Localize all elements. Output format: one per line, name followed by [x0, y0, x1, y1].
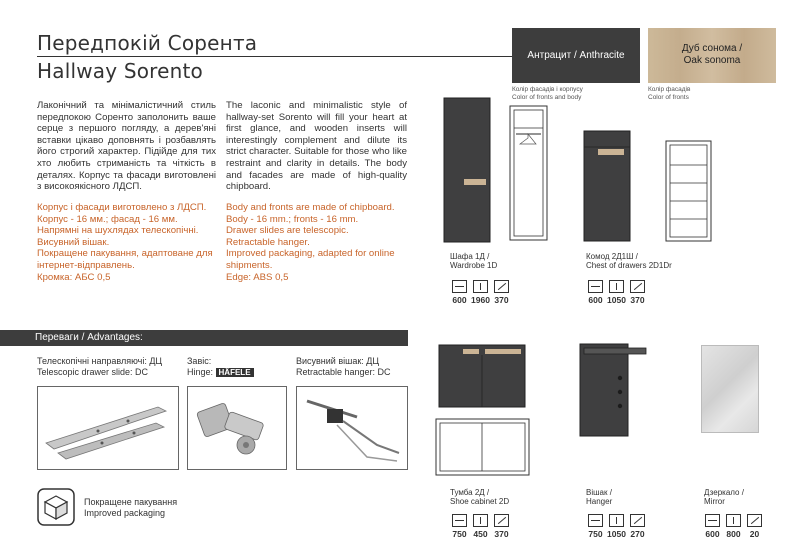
spec-line: Body and fronts are made of chipboard.	[226, 202, 395, 213]
dim-width: 600	[452, 295, 467, 305]
caption-en: Color of fronts	[648, 93, 689, 101]
dims-wardrobe	[449, 280, 512, 305]
name-en: Chest of drawers 2D1Dr	[586, 261, 672, 270]
swatch-oak	[648, 28, 776, 83]
spec-line: Корпус - 16 мм.; фасад - 16 мм.	[37, 213, 178, 225]
description-en: The laconic and minimalistic style of hallway-set Sorento will fill your heart at first glance, and wooden inserts will interestingly complement and dilute its strict character. Suitable for those who like restraint and clarity in details. The body and facades are made of high-quality chipboard.	[226, 100, 407, 193]
hafele-logo: HÄFELE	[216, 368, 254, 377]
height-icon	[473, 280, 488, 293]
width-icon	[452, 280, 467, 293]
caption-uk: Колір фасадів і корпусу	[512, 86, 583, 93]
specs-uk	[37, 202, 219, 283]
spec-line: Improved packaging, adapted for online shipments.	[226, 248, 395, 271]
specs-en	[226, 202, 409, 283]
spec-line: Корпус і фасади виготовлено з ЛДСП.	[37, 202, 207, 213]
dim-depth: 370	[494, 295, 509, 305]
dims-shoe-cabinet	[449, 514, 512, 539]
width-icon	[588, 514, 603, 527]
product-name-mirror	[704, 488, 744, 506]
advantages-header: Переваги / Advantages:	[0, 330, 408, 346]
product-name-chest	[586, 252, 672, 270]
label-en: Improved packaging	[84, 508, 166, 518]
caption-en: Color of fronts and body	[512, 93, 582, 101]
dims-mirror	[702, 514, 765, 539]
shoe-cabinet-drawing	[433, 341, 533, 481]
hanger-drawing	[576, 340, 656, 440]
name-uk: Дзеркало /	[704, 488, 744, 497]
swatch-anthracite	[512, 28, 640, 83]
dim-width: 600	[705, 529, 720, 539]
title-uk: Передпокій Сорента	[37, 31, 258, 55]
retractable-hanger-image	[296, 386, 408, 470]
depth-icon	[747, 514, 762, 527]
width-icon	[588, 280, 603, 293]
advantage-hinge-label	[187, 356, 254, 378]
product-name-shoe-cabinet	[450, 488, 509, 506]
depth-icon	[494, 514, 509, 527]
height-icon	[473, 514, 488, 527]
dim-depth: 370	[494, 529, 509, 539]
description-uk: Лаконічний та мінімалістичний стиль передпокою Соренто заполонить ваше серце з першого погляду, а дерев'яні вставки цікаво доповнять і розбавлять його строгий характер. Підійде для тих хто любить стриманість та чіткість в деталях. Корпус та фасади виготовлені з високоякісного ЛДСП.	[37, 100, 216, 193]
dim-width: 600	[588, 295, 603, 305]
name-en: Wardrobe 1D	[450, 261, 498, 270]
advantage-slides-label	[37, 356, 162, 378]
depth-icon	[630, 280, 645, 293]
swatch-oak-caption	[648, 86, 690, 101]
mirror-drawing	[701, 345, 759, 433]
spec-line: Покращене пакування, адаптоване для інтернет-відправлень.	[37, 248, 213, 271]
spec-line: Drawer slides are telescopic.	[226, 225, 349, 237]
title-en: Hallway Sorento	[37, 59, 203, 83]
chest-drawing	[580, 127, 720, 247]
label-uk: Завіс:	[187, 356, 212, 366]
name-uk: Шафа 1Д /	[450, 252, 490, 261]
height-icon	[726, 514, 741, 527]
spec-line: Retractable hanger.	[226, 236, 310, 248]
caption-uk: Колір фасадів	[648, 86, 691, 93]
dim-height: 450	[473, 529, 488, 539]
dim-height: 1960	[471, 295, 490, 305]
dim-depth: 20	[749, 529, 760, 539]
advantage-hanger-label	[296, 356, 391, 378]
height-icon	[609, 514, 624, 527]
hinge-image	[187, 386, 287, 470]
name-uk: Вішак /	[586, 488, 612, 497]
label-en: Retractable hanger: DC	[296, 367, 391, 377]
width-icon	[452, 514, 467, 527]
dims-chest	[585, 280, 648, 305]
spec-line: Напрямні на шухлядах телескопічні.	[37, 225, 199, 237]
depth-icon	[494, 280, 509, 293]
label-uk: Телескопічні направляючі: ДЦ	[37, 356, 163, 366]
name-uk: Тумба 2Д /	[450, 488, 490, 497]
dim-depth: 370	[630, 295, 645, 305]
product-name-wardrobe	[450, 252, 497, 270]
dim-depth: 270	[630, 529, 645, 539]
label-en: Hinge:	[187, 367, 214, 377]
name-uk: Комод 2Д1Ш /	[586, 252, 638, 261]
drawer-slide-image	[37, 386, 179, 470]
packaging-icon	[37, 488, 75, 526]
height-icon	[609, 280, 624, 293]
title-divider	[37, 56, 512, 57]
spec-line: Body - 16 mm.; fronts - 16 mm.	[226, 213, 359, 225]
name-en: Mirror	[704, 497, 725, 506]
name-en: Hanger	[586, 497, 613, 506]
dim-width: 750	[452, 529, 467, 539]
label-uk: Висувний вішак: ДЦ	[296, 356, 380, 366]
dim-height: 1050	[607, 529, 626, 539]
dim-height: 800	[726, 529, 741, 539]
spec-line: Висувний вішак.	[37, 236, 110, 248]
label-en: Telescopic drawer slide: DC	[37, 367, 149, 377]
swatch-oak-label-en: Oak sonoma	[683, 55, 741, 66]
spec-line: Кромка: АБС 0,5	[37, 271, 111, 283]
dim-width: 750	[588, 529, 603, 539]
swatch-oak-label-uk: Дуб сонома /	[681, 43, 743, 54]
product-name-hanger	[586, 488, 612, 506]
name-en: Shoe cabinet 2D	[450, 497, 510, 506]
swatch-anthracite-label: Антрацит / Anthracite	[527, 50, 625, 61]
wardrobe-drawing	[440, 94, 550, 246]
dim-height: 1050	[607, 295, 626, 305]
spec-line: Edge: ABS 0,5	[226, 271, 289, 283]
packaging-label	[84, 497, 177, 519]
depth-icon	[630, 514, 645, 527]
dims-hanger	[585, 514, 648, 539]
label-uk: Покращене пакування	[84, 497, 178, 507]
width-icon	[705, 514, 720, 527]
